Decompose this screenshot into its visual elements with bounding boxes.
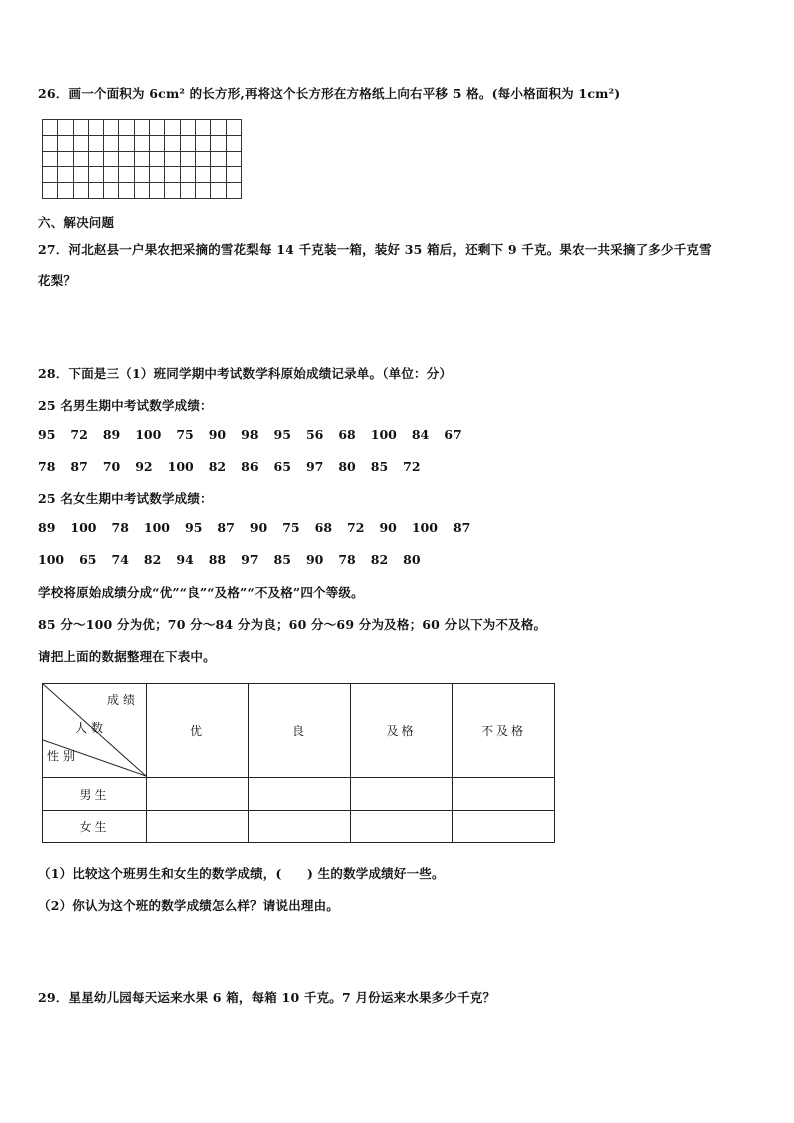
girls-scores-row1 bbox=[38, 520, 485, 535]
grid-cell[interactable] bbox=[119, 183, 134, 199]
grid-cell[interactable] bbox=[43, 183, 58, 199]
score-value: 90 bbox=[208, 427, 227, 442]
grid-cell[interactable] bbox=[180, 167, 195, 183]
score-value: 65 bbox=[79, 552, 97, 567]
grid-cell[interactable] bbox=[73, 183, 88, 199]
score-value: 94 bbox=[176, 552, 194, 567]
grid-cell[interactable] bbox=[43, 167, 58, 183]
grid-cell[interactable] bbox=[226, 167, 241, 183]
grid-cell[interactable] bbox=[43, 135, 58, 151]
grid-cell[interactable] bbox=[73, 167, 88, 183]
grid-cell[interactable] bbox=[43, 120, 58, 136]
question-27-line1: 27．河北赵县一户果农把采摘的雪花梨每 14 千克装一箱，装好 35 箱后，还剩下 9 千克。果农一共采摘了多少千克雪 bbox=[38, 242, 712, 257]
score-value: 100 bbox=[38, 552, 65, 567]
grid-cell[interactable] bbox=[195, 183, 210, 199]
grid-cell[interactable] bbox=[134, 183, 149, 199]
corner-label-grade: 成绩 bbox=[107, 693, 140, 707]
grid-cell[interactable] bbox=[180, 151, 195, 167]
grid-cell[interactable] bbox=[119, 151, 134, 167]
grid-cell[interactable] bbox=[73, 151, 88, 167]
score-value: 100 bbox=[143, 520, 170, 535]
score-value: 80 bbox=[338, 459, 356, 474]
grid-cell[interactable] bbox=[195, 151, 210, 167]
score-value: 82 bbox=[143, 552, 162, 567]
grid-cell[interactable] bbox=[88, 135, 103, 151]
grid-cell[interactable] bbox=[58, 120, 73, 136]
question-28-sub1: （1）比较这个班男生和女生的数学成绩，( ) 生的数学成绩好一些。 bbox=[38, 866, 445, 881]
score-value: 88 bbox=[208, 552, 227, 567]
question-26: 26．画一个面积为 6cm² 的长方形,再将这个长方形在方格纸上向右平移 5 格。(每小格面积为 1cm²) bbox=[38, 86, 621, 101]
question-27-line2: 花梨？ bbox=[38, 273, 77, 288]
answer-cell-girls-fail[interactable] bbox=[453, 811, 555, 843]
score-value: 84 bbox=[411, 427, 430, 442]
grid-cell[interactable] bbox=[150, 120, 165, 136]
score-value: 56 bbox=[305, 427, 324, 442]
score-value: 87 bbox=[70, 459, 88, 474]
score-value: 97 bbox=[241, 552, 259, 567]
grades-rule: 85 分～100 分为优；70 分～84 分为良；60 分～69 分为及格；60 分以下为不及格。 bbox=[38, 617, 547, 632]
score-value: 80 bbox=[403, 552, 421, 567]
answer-cell-boys-pass[interactable] bbox=[351, 778, 453, 811]
grid-paper[interactable] bbox=[42, 119, 242, 199]
grid-cell[interactable] bbox=[134, 167, 149, 183]
grid-cell[interactable] bbox=[180, 135, 195, 151]
row-header-boys: 男生 bbox=[43, 778, 147, 811]
table-instruction: 请把上面的数据整理在下表中。 bbox=[38, 649, 216, 664]
score-tally-table bbox=[42, 683, 555, 843]
grid-cell[interactable] bbox=[195, 120, 210, 136]
score-value: 100 bbox=[70, 520, 97, 535]
grid-cell[interactable] bbox=[134, 120, 149, 136]
grid-cell[interactable] bbox=[134, 135, 149, 151]
grid-cell[interactable] bbox=[165, 151, 180, 167]
score-value: 100 bbox=[135, 427, 162, 442]
grid-cell[interactable] bbox=[104, 183, 119, 199]
boys-scores-row1 bbox=[38, 427, 477, 442]
grid-cell[interactable] bbox=[119, 120, 134, 136]
section-6-title: 六、解决问题 bbox=[38, 215, 115, 230]
grid-cell[interactable] bbox=[150, 135, 165, 151]
score-value: 82 bbox=[370, 552, 389, 567]
score-value: 67 bbox=[444, 427, 462, 442]
grid-cell[interactable] bbox=[150, 167, 165, 183]
answer-cell-boys-fail[interactable] bbox=[453, 778, 555, 811]
grid-cell[interactable] bbox=[195, 167, 210, 183]
score-value: 100 bbox=[370, 427, 397, 442]
grid-cell[interactable] bbox=[104, 135, 119, 151]
column-header-pass: 及格 bbox=[351, 684, 453, 778]
score-value: 89 bbox=[102, 427, 121, 442]
question-28-sub2: （2）你认为这个班的数学成绩怎么样？请说出理由。 bbox=[38, 898, 339, 913]
grid-cell[interactable] bbox=[88, 151, 103, 167]
score-value: 65 bbox=[273, 459, 291, 474]
score-value: 85 bbox=[370, 459, 389, 474]
score-value: 87 bbox=[217, 520, 235, 535]
grid-cell[interactable] bbox=[211, 183, 226, 199]
grid-cell[interactable] bbox=[165, 167, 180, 183]
score-value: 89 bbox=[38, 520, 56, 535]
grid-cell[interactable] bbox=[43, 151, 58, 167]
girls-scores-title: 25 名女生期中考试数学成绩： bbox=[38, 491, 213, 506]
score-value: 97 bbox=[305, 459, 324, 474]
score-value: 86 bbox=[241, 459, 259, 474]
grid-cell[interactable] bbox=[150, 183, 165, 199]
score-value: 95 bbox=[185, 520, 203, 535]
score-value: 100 bbox=[411, 520, 438, 535]
column-header-fail: 不及格 bbox=[453, 684, 555, 778]
grid-cell[interactable] bbox=[165, 135, 180, 151]
answer-cell-boys-good[interactable] bbox=[249, 778, 351, 811]
grid-cell[interactable] bbox=[211, 135, 226, 151]
score-value: 70 bbox=[102, 459, 121, 474]
grid-cell[interactable] bbox=[211, 151, 226, 167]
grid-cell[interactable] bbox=[88, 120, 103, 136]
column-header-excellent: 优 bbox=[147, 684, 249, 778]
grid-cell[interactable] bbox=[211, 167, 226, 183]
grid-cell[interactable] bbox=[73, 120, 88, 136]
score-value: 100 bbox=[167, 459, 194, 474]
grid-cell[interactable] bbox=[226, 135, 241, 151]
score-value: 90 bbox=[249, 520, 268, 535]
score-value: 68 bbox=[338, 427, 356, 442]
score-value: 78 bbox=[38, 459, 56, 474]
answer-cell-girls-good[interactable] bbox=[249, 811, 351, 843]
corner-label-count: 人数 bbox=[75, 721, 108, 735]
table-corner-header bbox=[43, 684, 147, 778]
score-value: 82 bbox=[208, 459, 227, 474]
grid-cell[interactable] bbox=[104, 120, 119, 136]
grid-cell[interactable] bbox=[226, 151, 241, 167]
answer-cell-boys-excellent[interactable] bbox=[147, 778, 249, 811]
score-value: 95 bbox=[273, 427, 291, 442]
grid-cell[interactable] bbox=[58, 167, 73, 183]
grid-cell[interactable] bbox=[165, 120, 180, 136]
corner-label-gender: 性别 bbox=[47, 749, 80, 763]
score-value: 90 bbox=[305, 552, 324, 567]
grid-cell[interactable] bbox=[58, 151, 73, 167]
grid-cell[interactable] bbox=[104, 167, 119, 183]
score-value: 75 bbox=[176, 427, 194, 442]
column-header-good: 良 bbox=[249, 684, 351, 778]
score-value: 72 bbox=[70, 427, 88, 442]
score-value: 75 bbox=[282, 520, 300, 535]
score-value: 72 bbox=[347, 520, 365, 535]
row-header-girls: 女生 bbox=[43, 811, 147, 843]
grid-cell[interactable] bbox=[226, 183, 241, 199]
grid-cell[interactable] bbox=[226, 120, 241, 136]
score-value: 68 bbox=[314, 520, 333, 535]
answer-cell-girls-excellent[interactable] bbox=[147, 811, 249, 843]
girls-scores-row2 bbox=[38, 552, 436, 567]
question-28-intro: 28．下面是三（1）班同学期中考试数学科原始成绩记录单。（单位：分） bbox=[38, 366, 453, 381]
grid-cell[interactable] bbox=[134, 151, 149, 167]
score-value: 85 bbox=[273, 552, 291, 567]
score-value: 72 bbox=[403, 459, 421, 474]
grid-cell[interactable] bbox=[88, 167, 103, 183]
grid-cell[interactable] bbox=[211, 120, 226, 136]
grid-cell[interactable] bbox=[88, 183, 103, 199]
score-value: 92 bbox=[135, 459, 153, 474]
grid-cell[interactable] bbox=[180, 183, 195, 199]
grid-cell[interactable] bbox=[119, 135, 134, 151]
score-value: 74 bbox=[111, 552, 129, 567]
answer-cell-girls-pass[interactable] bbox=[351, 811, 453, 843]
question-29: 29．星星幼儿园每天运来水果 6 箱，每箱 10 千克。7 月份运来水果多少千克？ bbox=[38, 990, 496, 1005]
grid-cell[interactable] bbox=[104, 151, 119, 167]
grid-cell[interactable] bbox=[58, 183, 73, 199]
score-value: 78 bbox=[111, 520, 129, 535]
grades-note: 学校将原始成绩分成“优”“良”“及格”“不及格”四个等级。 bbox=[38, 585, 364, 600]
score-value: 98 bbox=[241, 427, 259, 442]
boys-scores-row2 bbox=[38, 459, 436, 474]
score-value: 95 bbox=[38, 427, 56, 442]
boys-scores-title: 25 名男生期中考试数学成绩： bbox=[38, 398, 213, 413]
score-value: 78 bbox=[338, 552, 356, 567]
grid-cell[interactable] bbox=[150, 151, 165, 167]
grid-cell[interactable] bbox=[165, 183, 180, 199]
grid-cell[interactable] bbox=[73, 135, 88, 151]
score-value: 87 bbox=[452, 520, 471, 535]
grid-cell[interactable] bbox=[119, 167, 134, 183]
grid-cell[interactable] bbox=[180, 120, 195, 136]
grid-cell[interactable] bbox=[58, 135, 73, 151]
grid-cell[interactable] bbox=[195, 135, 210, 151]
score-value: 90 bbox=[379, 520, 397, 535]
